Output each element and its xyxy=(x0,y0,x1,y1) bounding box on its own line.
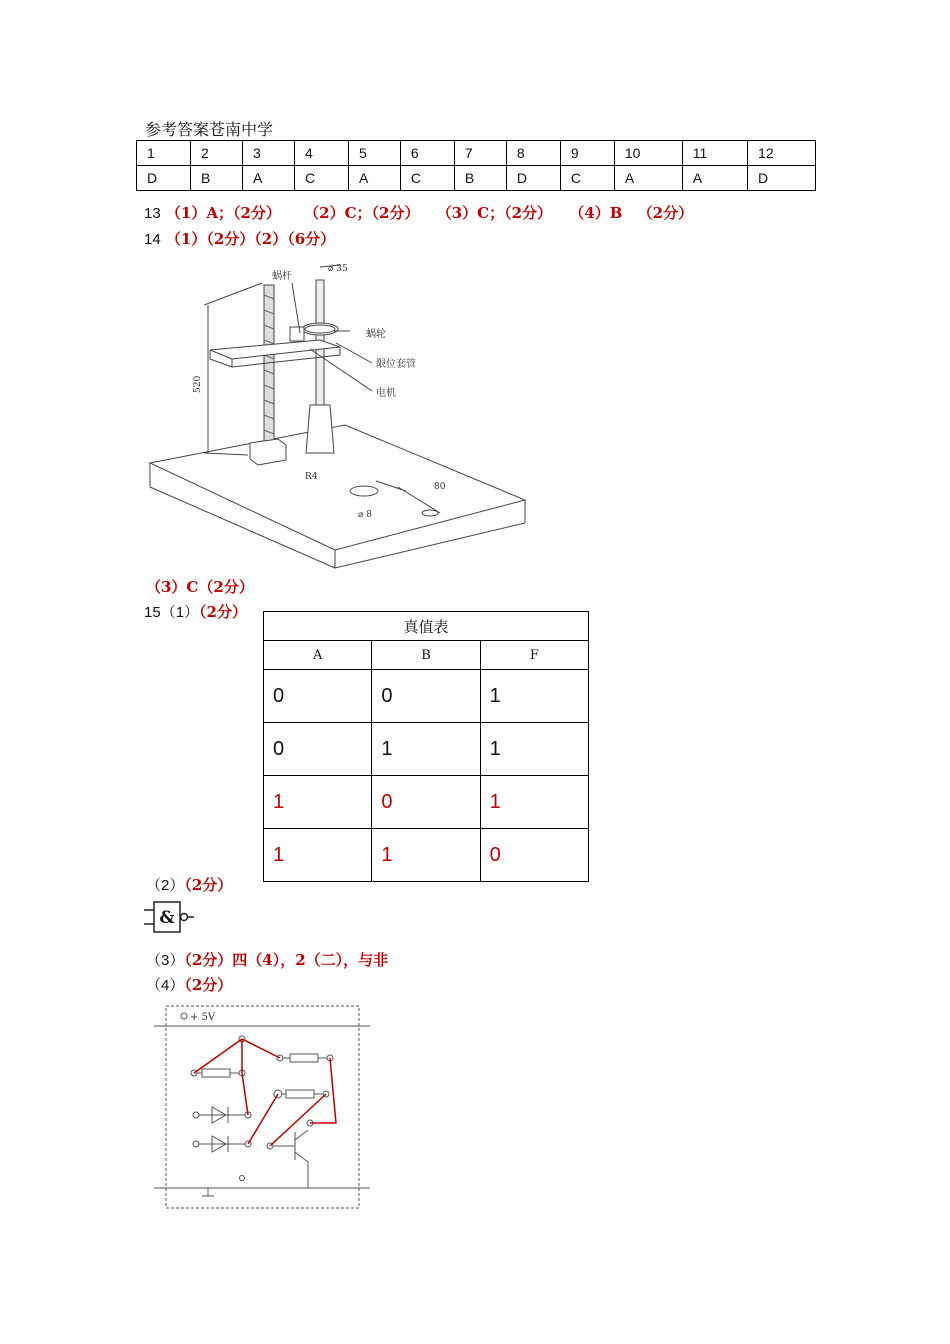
question-number: 12 xyxy=(748,141,816,166)
label-motor: 电机 xyxy=(376,388,396,399)
q15-part4-score: （2分） xyxy=(184,976,233,994)
answer-letter: D xyxy=(137,166,191,191)
truth-cell-answer: 1 xyxy=(372,829,480,882)
answer-letter: C xyxy=(294,166,348,191)
question-number: 5 xyxy=(348,141,400,166)
q13-part4-score: （2分） xyxy=(637,204,694,222)
q14-number: 14 xyxy=(144,231,161,248)
page-title: 参考答案苍南中学 xyxy=(145,120,274,139)
answer-letter: A xyxy=(242,166,294,191)
q15-part4-line xyxy=(146,974,232,995)
q15-part2-score: （2分） xyxy=(184,876,233,894)
dim-80: 80 xyxy=(434,482,446,492)
truth-cell-answer: 1 xyxy=(480,776,588,829)
question-number: 3 xyxy=(242,141,294,166)
q15-part1-score: （2分） xyxy=(199,603,247,621)
q15-part2-line xyxy=(146,874,232,895)
answer-letter: D xyxy=(506,166,560,191)
q15-part3-line xyxy=(146,949,388,970)
answer-letter: D xyxy=(748,166,816,191)
answer-number-row xyxy=(137,141,816,166)
worm-gear-lift-drawing xyxy=(140,255,540,570)
question-number: 10 xyxy=(614,141,682,166)
truth-row xyxy=(264,776,589,829)
truth-row xyxy=(264,670,589,723)
truth-table xyxy=(263,611,589,882)
gate-symbol: & xyxy=(159,908,175,928)
truth-header-f: F xyxy=(480,641,588,670)
label-sleeve: 限位套管 xyxy=(376,359,416,370)
truth-cell: 1 xyxy=(372,723,480,776)
q13-number: 13 xyxy=(144,205,161,222)
q13-part2: （2）C；（2分） xyxy=(304,204,420,222)
truth-cell: 0 xyxy=(264,723,372,776)
truth-cell-answer: 0 xyxy=(480,829,588,882)
q15-part3-label: （3） xyxy=(146,952,185,969)
truth-row xyxy=(264,723,589,776)
q15-part3-text: （2分）四（4），2（二），与非 xyxy=(184,951,389,969)
label-gear: 蜗轮 xyxy=(366,329,386,340)
dim-35: ⌀ 35 xyxy=(328,264,348,274)
answer-letter: A xyxy=(348,166,400,191)
question-number: 11 xyxy=(682,141,747,166)
answer-table xyxy=(136,140,816,191)
q13-part4: （4）B xyxy=(569,204,623,222)
answer-letter: B xyxy=(190,166,242,191)
truth-header-a: A xyxy=(264,641,372,670)
answer-letter: A xyxy=(682,166,747,191)
q14-line xyxy=(144,228,335,249)
truth-cell-answer: 1 xyxy=(264,829,372,882)
truth-row xyxy=(264,829,589,882)
answer-letter: C xyxy=(560,166,614,191)
answer-letter: C xyxy=(400,166,454,191)
truth-header-b: B xyxy=(372,641,480,670)
question-number: 6 xyxy=(400,141,454,166)
dim-8: ⌀ 8 xyxy=(358,510,373,520)
answer-letter: B xyxy=(454,166,506,191)
question-number: 9 xyxy=(560,141,614,166)
q13-part3: （3）C；（2分） xyxy=(436,204,553,222)
supply-label: + 5V xyxy=(190,1012,216,1023)
q15-part2-label: （2） xyxy=(146,877,185,894)
answer-letter: A xyxy=(614,166,682,191)
question-number: 7 xyxy=(454,141,506,166)
truth-cell-answer: 1 xyxy=(264,776,372,829)
truth-table-caption: 真值表 xyxy=(264,612,589,641)
question-number: 1 xyxy=(137,141,191,166)
q15-part4-label: （4） xyxy=(146,977,185,994)
q15-number: 15 xyxy=(144,604,161,621)
dim-520: 520 xyxy=(193,375,203,393)
question-number: 4 xyxy=(294,141,348,166)
answer-letter-row xyxy=(137,166,816,191)
q15-line xyxy=(144,601,247,622)
truth-cell: 0 xyxy=(372,670,480,723)
question-number: 2 xyxy=(190,141,242,166)
question-number: 8 xyxy=(506,141,560,166)
nand-gate-icon xyxy=(142,898,198,936)
dim-r4: R4 xyxy=(305,472,318,482)
q15-part1-label: （1） xyxy=(160,604,200,621)
truth-cell-answer: 0 xyxy=(372,776,480,829)
q13-line xyxy=(144,202,693,223)
truth-cell: 0 xyxy=(264,670,372,723)
circuit-board-diagram xyxy=(150,1002,375,1212)
label-worm: 蜗杆 xyxy=(272,271,292,282)
truth-cell: 1 xyxy=(480,670,588,723)
q13-part1: （1）A；（2分） xyxy=(165,204,281,222)
truth-cell: 1 xyxy=(480,723,588,776)
q14-part3: （3）C（2分） xyxy=(146,578,254,596)
q14-parts: （1）（2分）（2）（6分） xyxy=(165,230,336,248)
